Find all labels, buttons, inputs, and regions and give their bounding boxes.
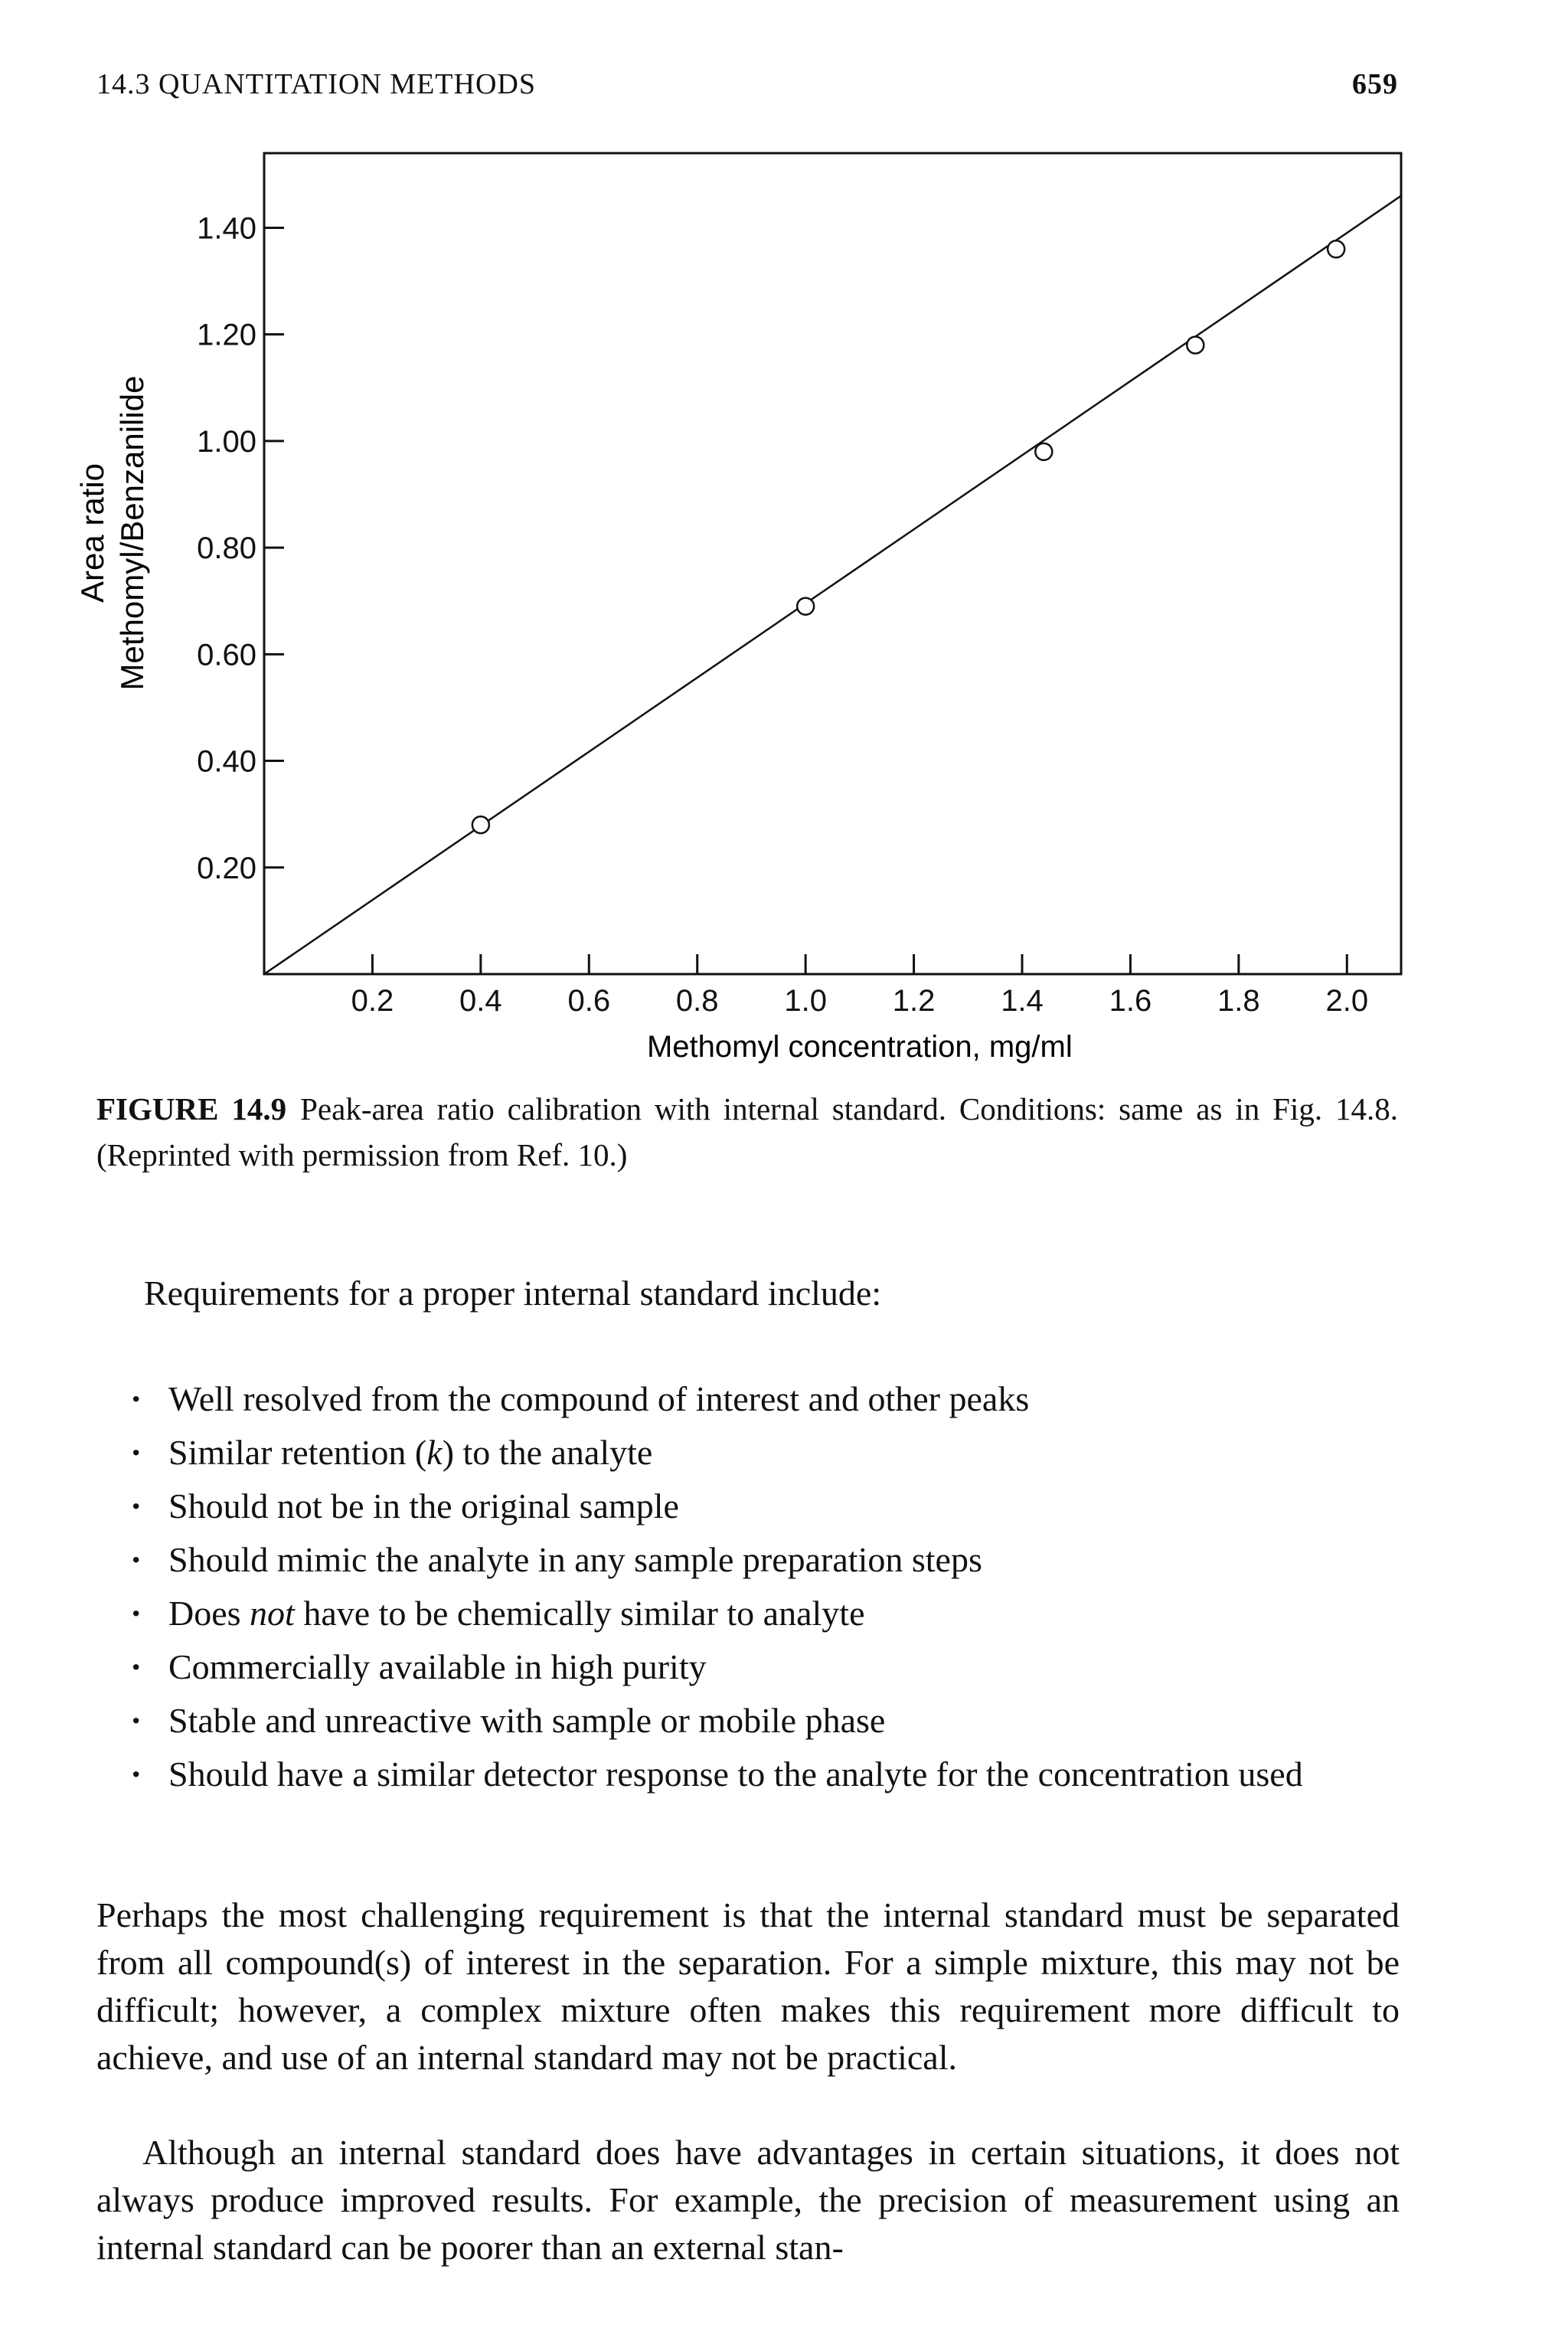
paragraph-2: Although an internal standard does have advantages in certain situations, it does not always produce improved results. For example, the precision of measurement using an internal standard can be poorer than an external stan- xyxy=(96,2133,1400,2267)
data-points xyxy=(472,240,1344,833)
x-tick-label: 1.2 xyxy=(892,984,936,1018)
x-axis-ticks xyxy=(351,954,1368,1018)
requirement-text: Well resolved from the compound of interest and other peaks xyxy=(168,1379,1030,1418)
y-tick-label: 1.20 xyxy=(197,318,256,352)
y-tick-label: 1.40 xyxy=(197,211,256,246)
data-point xyxy=(1328,240,1344,257)
y-axis-ticks xyxy=(197,211,284,885)
requirement-emphasis: not xyxy=(250,1594,295,1633)
data-point xyxy=(1035,443,1052,460)
y-tick-label: 0.40 xyxy=(197,744,256,779)
requirements-list xyxy=(130,1375,1401,1803)
x-tick-label: 0.8 xyxy=(675,984,719,1018)
requirement-emphasis: k xyxy=(426,1433,443,1472)
requirement-item xyxy=(130,1428,1401,1477)
section-title: 14.3 QUANTITATION METHODS xyxy=(96,68,536,100)
requirement-text: Should have a similar detector response to the analyte for the concentration used xyxy=(168,1754,1303,1794)
data-point xyxy=(797,598,814,615)
calibration-line xyxy=(264,196,1401,974)
y-axis-label-line1: Area ratio xyxy=(74,463,110,603)
requirement-item xyxy=(130,1535,1401,1584)
x-tick-label: 1.8 xyxy=(1217,984,1260,1018)
x-tick-label: 1.0 xyxy=(784,984,827,1018)
figure-caption-text: Peak-area ratio calibration with internal standard. Conditions: same as in Fig. 14.8. (Reprinted with permission from Ref. 10.) xyxy=(96,1091,1398,1172)
requirement-item xyxy=(130,1643,1401,1692)
page-number: 659 xyxy=(1352,68,1398,100)
requirement-item xyxy=(130,1375,1401,1424)
requirement-text-after: ) to the analyte xyxy=(442,1433,653,1472)
x-tick-label: 0.6 xyxy=(567,984,611,1018)
requirement-text: Similar retention ( xyxy=(168,1433,427,1472)
requirement-item xyxy=(130,1482,1401,1531)
requirement-item xyxy=(130,1750,1401,1799)
x-tick-label: 0.2 xyxy=(351,984,394,1018)
y-tick-label: 0.60 xyxy=(197,638,256,672)
y-tick-label: 0.80 xyxy=(197,531,256,566)
calibration-chart xyxy=(31,130,1424,1072)
plot-border xyxy=(264,153,1401,974)
data-point xyxy=(472,816,489,833)
requirement-text: Commercially available in high purity xyxy=(168,1647,707,1686)
y-tick-label: 1.00 xyxy=(197,424,256,459)
figure-label: FIGURE 14.9 xyxy=(96,1091,287,1126)
plot-frame xyxy=(264,153,1401,974)
paragraph-1: Perhaps the most challenging requirement is that the internal standard must be separated from all compound(s) of interest in the separation. For a simple mixture, this may not be difficult; however, a complex mixture often makes this requirement more difficult to achieve, and use of an internal standard may not be practical. xyxy=(96,1895,1400,2077)
figure-caption xyxy=(96,1086,1398,1178)
requirement-text: Should not be in the original sample xyxy=(168,1486,679,1525)
x-tick-label: 0.4 xyxy=(459,984,502,1018)
requirement-item xyxy=(130,1696,1401,1745)
y-tick-label: 0.20 xyxy=(197,851,256,885)
data-point xyxy=(1187,337,1204,354)
requirement-text-after: have to be chemically similar to analyte xyxy=(294,1594,865,1633)
x-axis-label: Methomyl concentration, mg/ml xyxy=(646,1030,1073,1064)
x-tick-label: 2.0 xyxy=(1325,984,1369,1018)
x-tick-label: 1.4 xyxy=(1001,984,1044,1018)
requirement-item xyxy=(130,1589,1401,1638)
fit-line xyxy=(264,196,1401,974)
requirement-text: Does xyxy=(168,1594,250,1633)
requirement-text: Stable and unreactive with sample or mobile phase xyxy=(168,1701,886,1740)
requirements-intro: Requirements for a proper internal standard include: xyxy=(144,1274,882,1313)
requirement-text: Should mimic the analyte in any sample preparation steps xyxy=(168,1540,982,1579)
x-tick-label: 1.6 xyxy=(1109,984,1152,1018)
y-axis-label-line2: Methomyl/Benzanilide xyxy=(114,375,150,691)
running-head xyxy=(96,67,1398,106)
